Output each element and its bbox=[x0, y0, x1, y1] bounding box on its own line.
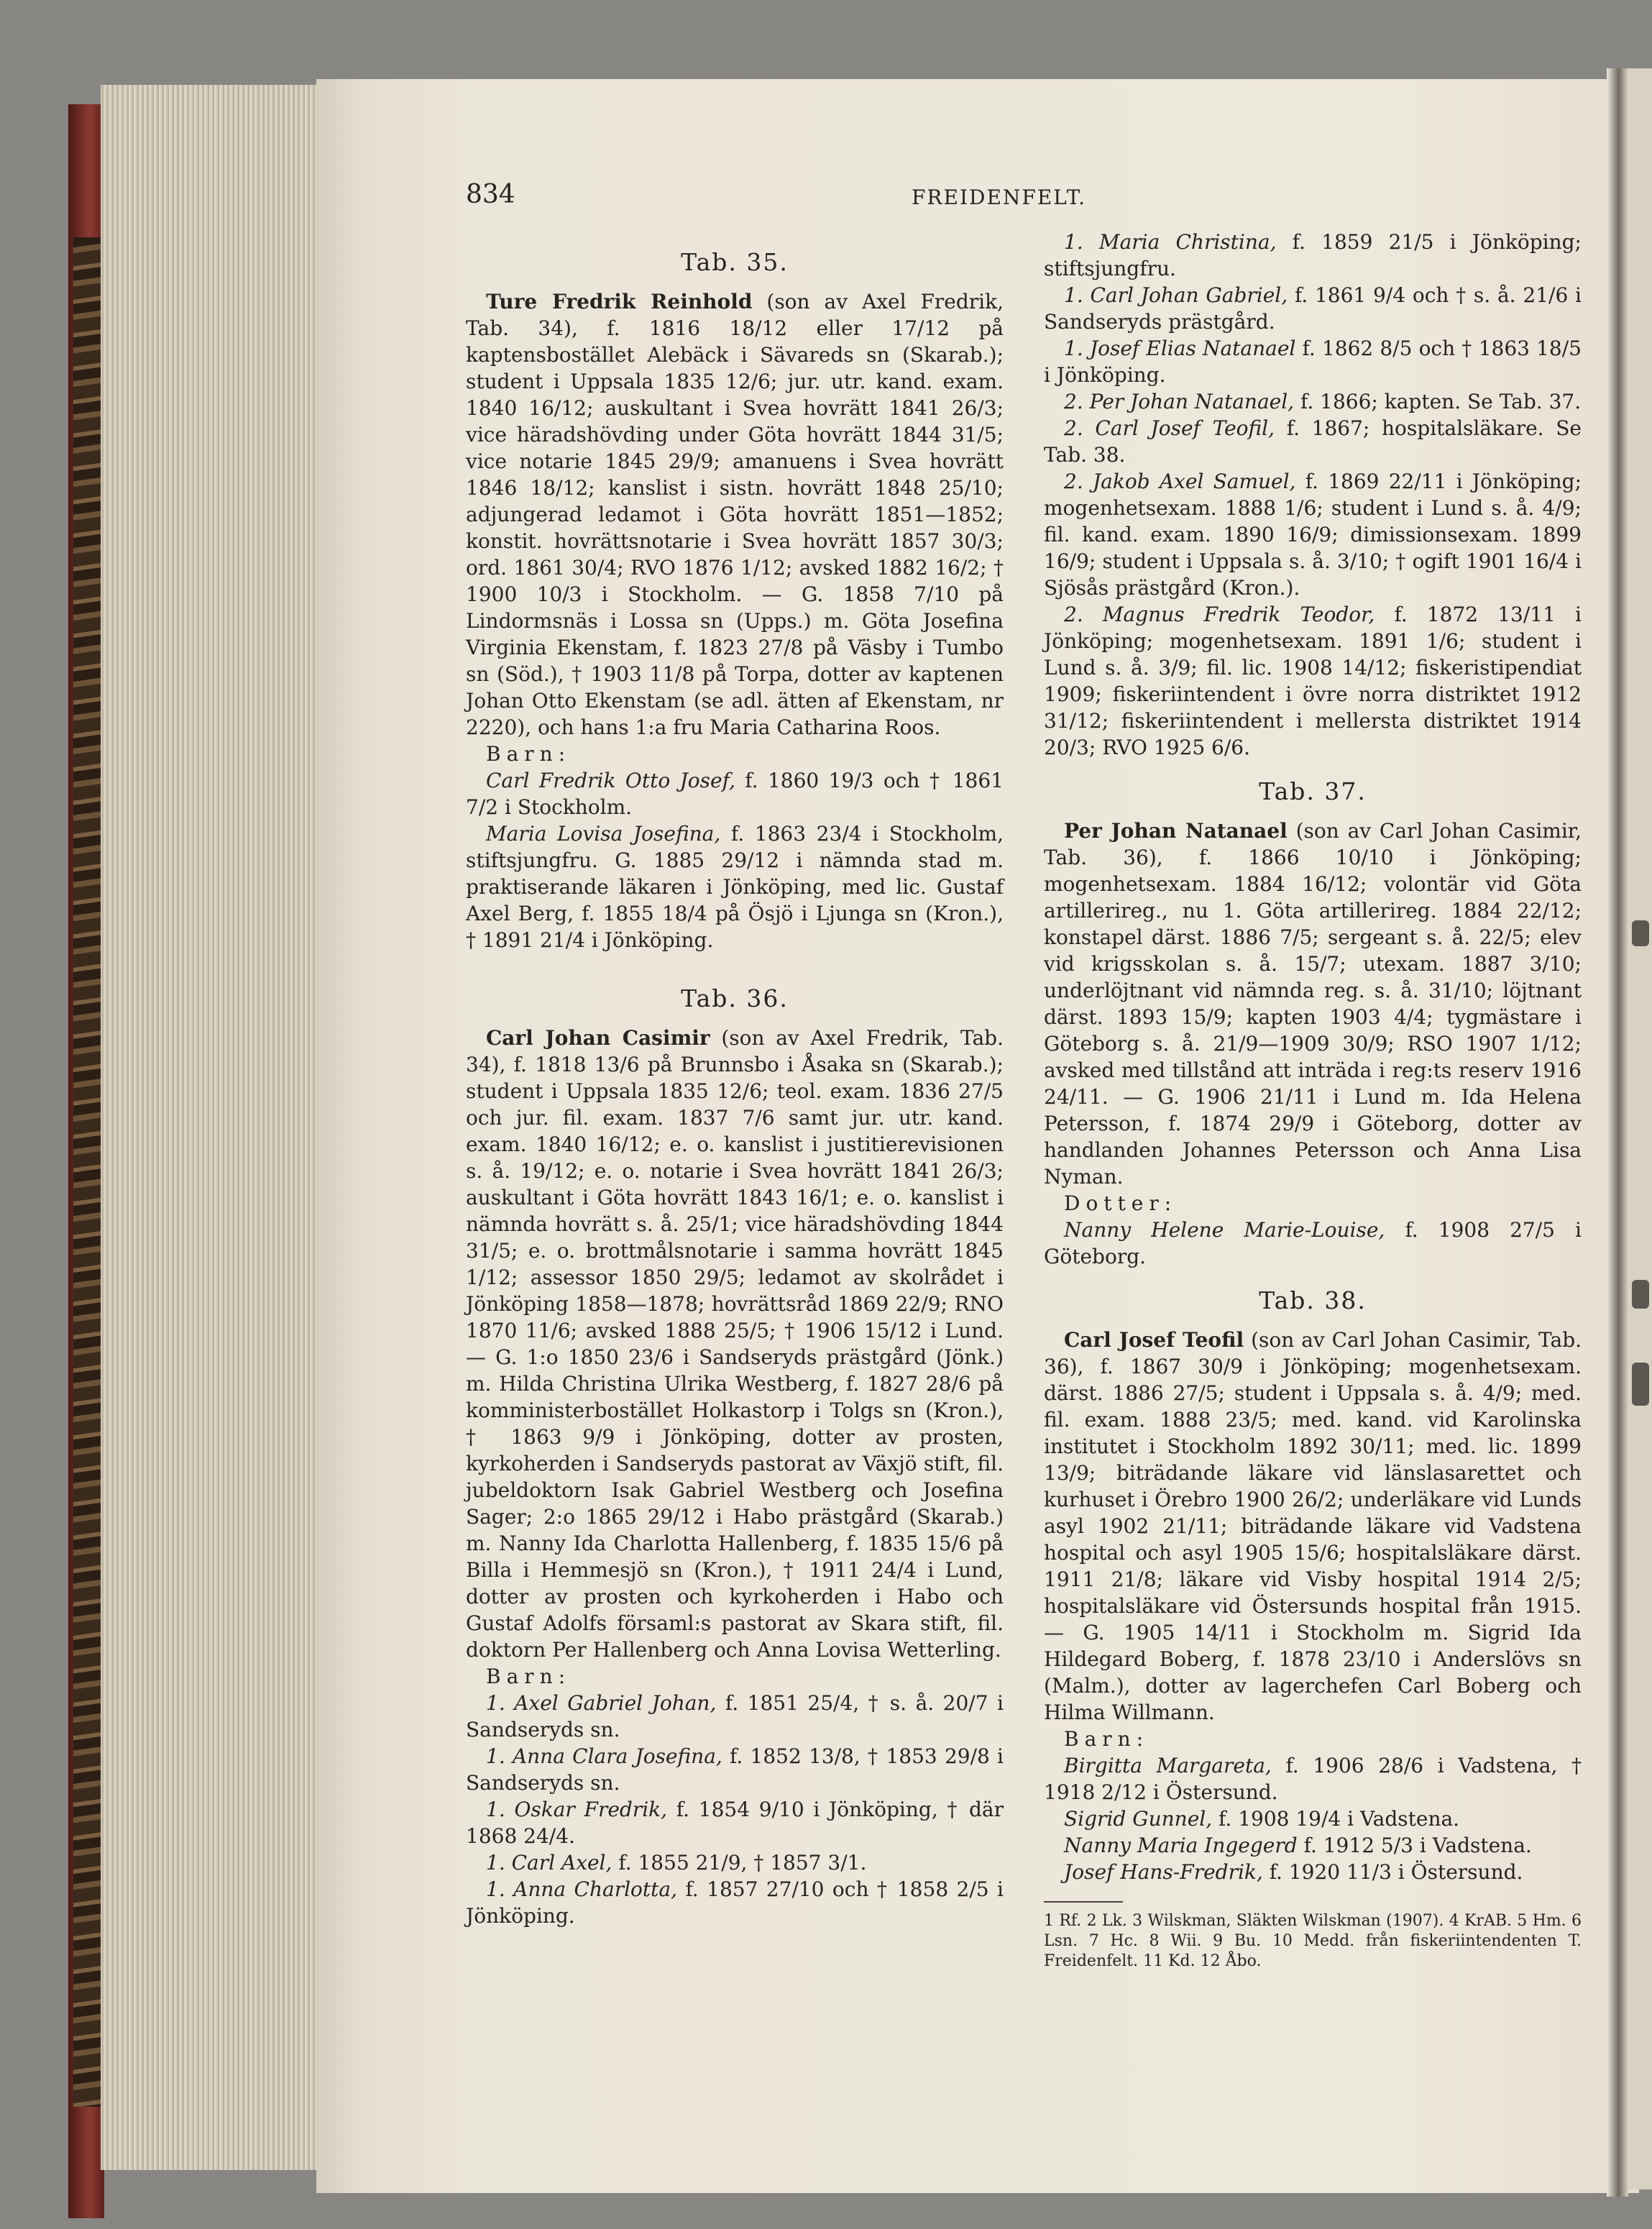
ink-blot bbox=[1632, 1280, 1649, 1309]
section-heading: Tab. 38. bbox=[1259, 1286, 1367, 1314]
child-entry bbox=[1044, 1217, 1582, 1270]
child-text: f. 1860 19/3 och † 1861 7/2 i Stockholm. bbox=[466, 769, 1004, 819]
child-text: f. 1920 11/3 i Östersund. bbox=[1269, 1860, 1523, 1884]
biography-text: (son av Axel Fredrik, Tab. 34), f. 1818 13/6 på Brunnsbo i Åsaka sn (Skarab.); student i Uppsala 1835 12/6; teol. exam. 1836 27/5 och jur. fil. exam. 1837 7/6 samt jur. utr. kand. exam. 1840 16/12; e. o. kanslist i justitierevisionen s. å. 19/12; e. o. notarie i Svea hovrätt 1841 26/3; auskultant i Göta hovrätt 1843 16/1; e. o. kanslist i nämnda hovrätt s. å. 25/1; vice häradshövding 1844 31/5; e. o. brottmålsnotarie i samma hovrätt 1845 1/12; assessor 1850 29/5; ledamot av skolrådet i Jönköping 1858—1878; hovrättsråd 1869 22/9; RNO 1870 11/6; avsked 1888 25/5; † 1906 15/12 i Lund. — G. 1:o 1850 23/6 i Sandseryds prästgård (Jönk.) m. Hilda Christina Ulrika Westberg, f. 1827 28/6 på komministerbostället Holkastorp i Tolgs sn (Kron.), † 1863 9/9 i Jönköping, dotter av prosten, kyrkoherden i Sandseryds pastorat av Växjö stift, fil. jubeldoktorn Isak Gabriel Westberg och Josefina Sager; 2:o 1865 29/12 i Habo prästgård (Skarab.) m. Nanny Ida Charlotta Hallenberg, f. 1835 15/6 på Billa i Hemmesjö sn (Kron.), † 1911 24/4 i Lund, dotter av prosten och kyrkoherden i Habo och Gustaf Adolfs församl:s pastorat av Skara stift, fil. doktorn Per Hallenberg och Anna Lovisa Wetterling. bbox=[466, 1026, 1004, 1662]
child-text: f. 1908 19/4 i Vadstena. bbox=[1219, 1807, 1460, 1831]
child-text: f. 1906 28/6 i Vadstena, † 1918 2/12 i Östersund. bbox=[1044, 1754, 1582, 1804]
person-name: Per Johan Natanael bbox=[1064, 819, 1288, 843]
child-text: f. 1857 27/10 och † 1858 2/5 i Jönköping. bbox=[466, 1877, 1004, 1928]
person-name: Carl Johan Casimir bbox=[486, 1026, 710, 1050]
biography bbox=[466, 1025, 1004, 1663]
child-name: 2. Carl Josef Teofil, bbox=[1064, 416, 1275, 440]
section-heading: Tab. 37. bbox=[1259, 777, 1367, 805]
child-text: f. 1863 23/4 i Stockholm, stiftsjungfru. G. 1885 29/12 i nämnda stad m. praktiserande läkaren i Jönköping, med lic. Gustaf Axel Berg, f. 1855 18/4 på Ösjö i Ljunga sn (Kron.), † 1891 21/4 i Jönköping. bbox=[466, 822, 1004, 952]
biography-text: (son av Carl Johan Casimir, Tab. 36), f. 1866 10/10 i Jönköping; mogenhetsexam. 1884 16/12; volontär vid Göta artillerireg., nu 1. Göta artillerireg. 1884 22/12; konstapel därst. 1886 7/5; sergeant s. å. 22/5; elev vid krigsskolan s. å. 15/7; utexam. 1887 3/10; underlöjtnant vid nämnda reg. s. å. 31/10; löjtnant därst. 1893 15/9; kapten 1903 4/4; tygmästare i Göteborg s. å. 21/9—1909 30/9; RSO 1907 1/12; avsked med tillstånd att inträda i reg:ts reserv 1916 24/11. — G. 1906 21/11 i Lund m. Ida Helena Petersson, f. 1874 29/9 i Göteborg, dotter av handlanden Johannes Petersson och Anna Lisa Nyman. bbox=[1044, 819, 1582, 1189]
child-name: 2. Magnus Fredrik Teodor, bbox=[1064, 603, 1375, 626]
child-text: f. 1862 8/5 och † 1863 18/5 i Jönköping. bbox=[1044, 337, 1582, 387]
section-heading: Tab. 36. bbox=[681, 984, 789, 1012]
child-entry bbox=[1044, 388, 1582, 415]
child-entry bbox=[466, 1796, 1004, 1849]
section-tab-36-continued bbox=[1044, 229, 1582, 761]
child-name: 1. Oskar Fredrik, bbox=[486, 1798, 668, 1821]
child-name: 1. Anna Charlotta, bbox=[486, 1877, 677, 1901]
child-text: f. 1872 13/11 i Jönköping; mogenhetsexam. 1891 1/6; student i Lund s. å. 3/9; fil. lic. 1908 14/12; fiskeristipendiat 1909; fiskeriintendent i övre norra distriktet 1912 31/12; fiskeriintendent i mellersta distriktet 1914 20/3; RVO 1925 6/6. bbox=[1044, 603, 1582, 759]
child-entry bbox=[466, 820, 1004, 953]
section-heading: Tab. 35. bbox=[681, 248, 789, 276]
person-name: Carl Josef Teofil bbox=[1064, 1328, 1244, 1352]
right-column bbox=[1044, 229, 1582, 1972]
page-number: 834 bbox=[466, 180, 515, 209]
footnote-divider bbox=[1044, 1901, 1123, 1903]
child-name: 1. Maria Christina, bbox=[1064, 230, 1277, 254]
child-name: Maria Lovisa Josefina, bbox=[486, 822, 721, 846]
page-gutter-shadow bbox=[1607, 68, 1628, 2197]
section-tab-36 bbox=[466, 985, 1004, 1929]
child-text: f. 1908 27/5 i Göteborg. bbox=[1044, 1218, 1582, 1268]
child-name: 1. Axel Gabriel Johan, bbox=[486, 1691, 717, 1715]
section-tab-37 bbox=[1044, 778, 1582, 1270]
section-tab-38 bbox=[1044, 1287, 1582, 1885]
child-text: f. 1854 9/10 i Jönköping, † där 1868 24/4. bbox=[466, 1798, 1004, 1848]
page-stack-edges bbox=[101, 85, 338, 2170]
person-name: Ture Fredrik Reinhold bbox=[486, 290, 753, 313]
left-column bbox=[466, 232, 1004, 1929]
child-name: Nanny Helene Marie-Louise, bbox=[1064, 1218, 1385, 1242]
biography bbox=[1044, 818, 1582, 1190]
running-head: FREIDENFELT. bbox=[912, 186, 1087, 209]
ink-blot bbox=[1632, 920, 1649, 946]
child-entry bbox=[466, 1876, 1004, 1929]
child-name: 1. Carl Johan Gabriel, bbox=[1064, 283, 1288, 307]
child-entry bbox=[1044, 1752, 1582, 1805]
footnotes: 1 Rf. 2 Lk. 3 Wilskman, Släkten Wilskman (1907). 4 KrAB. 5 Hm. 6 Lsn. 7 Hc. 8 Wii. 9 Bu. 10 Medd. från fiskeriintendenten T. Freidenfelt. 11 Kd. 12 Åbo. bbox=[1044, 1912, 1582, 1970]
biography bbox=[1044, 1327, 1582, 1726]
child-name: Sigrid Gunnel, bbox=[1064, 1807, 1213, 1831]
child-entry bbox=[1044, 1805, 1582, 1832]
section-tab-35 bbox=[466, 249, 1004, 953]
biography-text: (son av Axel Fredrik, Tab. 34), f. 1816 18/12 eller 17/12 på kaptensbostället Alebäck i Sävareds sn (Skarab.); student i Uppsala 1835 12/6; jur. utr. kand. exam. 1840 16/12; auskultant i Svea hovrätt 1841 26/3; vice häradshövding under Göta hovrätt 1844 31/5; vice notarie 1845 29/9; amanuens i Svea hovrätt 1846 18/12; kanslist i sistn. hovrätt 1848 25/10; adjungerad ledamot i Göta hovrätt 1851—1852; konstit. hovrättsnotarie i Svea hovrätt 1857 30/3; ord. 1861 30/4; RVO 1876 1/12; avsked 1882 16/2; † 1900 10/3 i Stockholm. — G. 1858 7/10 på Lindormsnäs i Lossa sn (Upps.) m. Göta Josefina Virginia Ekenstam, f. 1823 27/8 på Väsby i Tumbo sn (Söd.), † 1903 11/8 på Torpa, dotter av kaptenen Johan Otto Ekenstam (se adl. ätten af Ekenstam, nr 2220), och hans 1:a fru Maria Catharina Roos. bbox=[466, 290, 1004, 739]
child-entry bbox=[1044, 335, 1582, 388]
child-text: f. 1912 5/3 i Vadstena. bbox=[1303, 1834, 1532, 1857]
child-text: f. 1855 21/9, † 1857 3/1. bbox=[618, 1851, 867, 1875]
child-name: 1. Carl Axel, bbox=[486, 1851, 612, 1875]
children-label: Dotter: bbox=[1064, 1191, 1178, 1215]
child-entry bbox=[1044, 282, 1582, 335]
child-entry bbox=[1044, 601, 1582, 761]
ink-blot bbox=[1632, 1363, 1649, 1406]
child-entry bbox=[1044, 415, 1582, 468]
child-text: f. 1867; hospitalsläkare. Se Tab. 38. bbox=[1044, 416, 1582, 467]
child-name: Carl Fredrik Otto Josef, bbox=[486, 769, 735, 792]
child-entry bbox=[466, 1690, 1004, 1743]
child-name: Josef Hans-Fredrik, bbox=[1064, 1860, 1263, 1884]
child-text: f. 1851 25/4, † s. å. 20/7 i Sandseryds sn. bbox=[466, 1691, 1004, 1741]
biography-text: (son av Carl Johan Casimir, Tab. 36), f. 1867 30/9 i Jönköping; mogenhetsexam. därst. 1886 27/5; student i Uppsala s. å. 4/9; med. fil. exam. 1888 23/5; med. kand. vid Karolinska institutet i Stockholm 1892 30/11; med. lic. 1899 13/9; biträdande läkare vid länslasarettet och kurhuset i Örebro 1900 26/2; underläkare vid Lunds asyl 1902 21/11; biträdande läkare vid Vadstena hospital och asyl 1905 15/6; hospitalsläkare därst. 1911 21/8; läkare vid Visby hospital 1914 2/5; hospitalsläkare vid Östersunds hospital från 1915. — G. 1905 14/11 i Stockholm m. Sigrid Ida Hildegard Boberg, f. 1878 23/10 i Anderslövs sn (Malm.), dotter av lagerchefen Carl Boberg och Hilma Willmann. bbox=[1044, 1328, 1582, 1724]
child-entry bbox=[1044, 1832, 1582, 1859]
child-entry bbox=[466, 767, 1004, 820]
child-text: f. 1852 13/8, † 1853 29/8 i Sandseryds sn. bbox=[466, 1744, 1004, 1795]
child-name: Nanny Maria Ingegerd bbox=[1064, 1834, 1298, 1857]
children-label: Barn: bbox=[486, 1665, 572, 1688]
child-name: 1. Anna Clara Josefina, bbox=[486, 1744, 722, 1768]
child-entry bbox=[1044, 229, 1582, 282]
child-name: Birgitta Margareta, bbox=[1064, 1754, 1272, 1777]
child-entry bbox=[466, 1743, 1004, 1796]
children-label: Barn: bbox=[486, 742, 572, 766]
child-name: 2. Jakob Axel Samuel, bbox=[1064, 470, 1296, 493]
child-text: f. 1859 21/5 i Jönköping; stiftsjungfru. bbox=[1044, 230, 1582, 280]
child-text: f. 1869 22/11 i Jönköping; mogenhetsexam. 1888 1/6; student i Lund s. å. 4/9; fil. kand. exam. 1890 16/9; dimissionsexam. 1899 16/9; student i Uppsala s. å. 3/10; † ogift 1901 16/4 i Sjösås prästgård (Kron.). bbox=[1044, 470, 1582, 600]
child-entry bbox=[1044, 468, 1582, 601]
child-entry bbox=[466, 1849, 1004, 1876]
child-text: f. 1861 9/4 och † s. å. 21/6 i Sandseryds prästgård. bbox=[1044, 283, 1582, 334]
child-name: 2. Per Johan Natanael, bbox=[1064, 390, 1295, 413]
child-name: 1. Josef Elias Natanael bbox=[1064, 337, 1296, 360]
child-entry bbox=[1044, 1859, 1582, 1885]
child-text: f. 1866; kapten. Se Tab. 37. bbox=[1300, 390, 1582, 413]
children-label: Barn: bbox=[1064, 1727, 1149, 1751]
biography bbox=[466, 288, 1004, 741]
